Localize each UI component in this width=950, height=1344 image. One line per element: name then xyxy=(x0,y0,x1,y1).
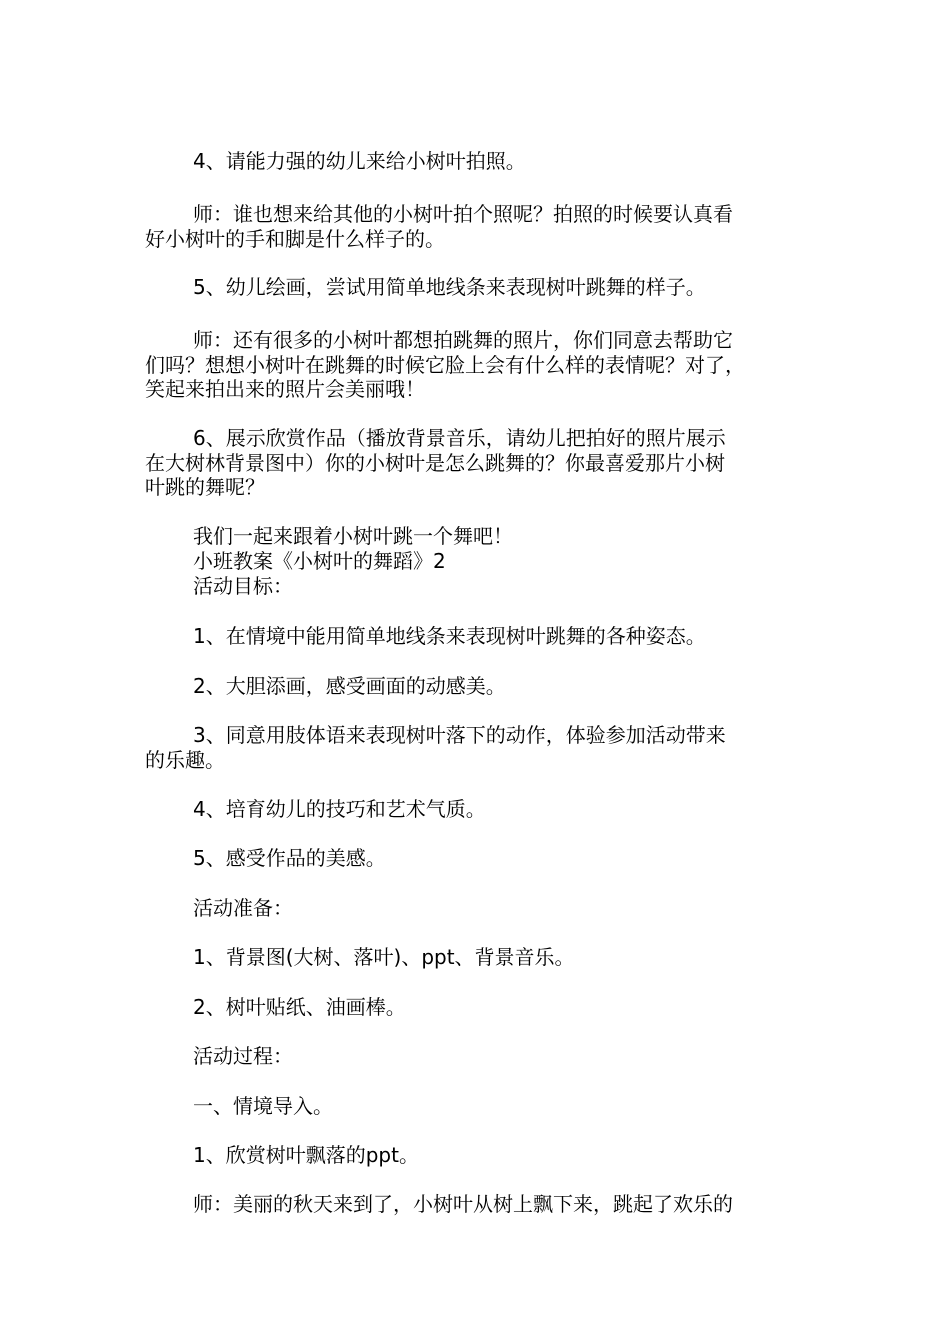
paragraph-line: 我们一起来跟着小树叶跳一个舞吧！ xyxy=(193,524,513,548)
list-item: 4、培育幼儿的技巧和艺术气质。 xyxy=(193,797,486,821)
paragraph-line: 4、请能力强的幼儿来给小树叶拍照。 xyxy=(193,149,526,173)
paragraph-line: 们吗？想想小树叶在跳舞的时候它脸上会有什么样的表情呢？对了， xyxy=(145,353,745,377)
section-title: 小班教案《小树叶的舞蹈》2 xyxy=(193,549,446,573)
list-item: 5、感受作品的美感。 xyxy=(193,846,386,870)
paragraph-line: 师：还有很多的小树叶都想拍跳舞的照片，你们同意去帮助它 xyxy=(193,328,733,352)
subsection-heading: 一、情境导入。 xyxy=(193,1094,333,1118)
paragraph-line: 6、展示欣赏作品（播放背景音乐，请幼儿把拍好的照片展示 xyxy=(193,426,726,450)
paragraph-line: 叶跳的舞呢？ xyxy=(145,475,265,499)
paragraph-line: 5、幼儿绘画，尝试用简单地线条来表现树叶跳舞的样子。 xyxy=(193,275,706,299)
section-heading: 活动目标： xyxy=(193,574,293,598)
list-item: 的乐趣。 xyxy=(145,748,225,772)
list-item: 2、树叶贴纸、油画棒。 xyxy=(193,995,406,1019)
section-heading: 活动准备： xyxy=(193,896,293,920)
list-item: 1、在情境中能用简单地线条来表现树叶跳舞的各种姿态。 xyxy=(193,624,706,648)
list-item: 1、欣赏树叶飘落的ppt。 xyxy=(193,1143,419,1167)
list-item: 1、背景图(大树、落叶)、ppt、背景音乐。 xyxy=(193,945,575,969)
section-heading: 活动过程： xyxy=(193,1044,293,1068)
paragraph-line: 在大树林背景图中）你的小树叶是怎么跳舞的？你最喜爱那片小树 xyxy=(145,451,725,475)
paragraph-line: 师：美丽的秋天来到了，小树叶从树上飘下来，跳起了欢乐的 xyxy=(193,1192,733,1216)
paragraph-line: 师：谁也想来给其他的小树叶拍个照呢？拍照的时候要认真看 xyxy=(193,202,733,226)
list-item: 3、同意用肢体语来表现树叶落下的动作，体验参加活动带来 xyxy=(193,723,726,747)
paragraph-line: 好小树叶的手和脚是什么样子的。 xyxy=(145,227,445,251)
list-item: 2、大胆添画，感受画面的动感美。 xyxy=(193,674,506,698)
paragraph-line: 笑起来拍出来的照片会美丽哦！ xyxy=(145,377,425,401)
